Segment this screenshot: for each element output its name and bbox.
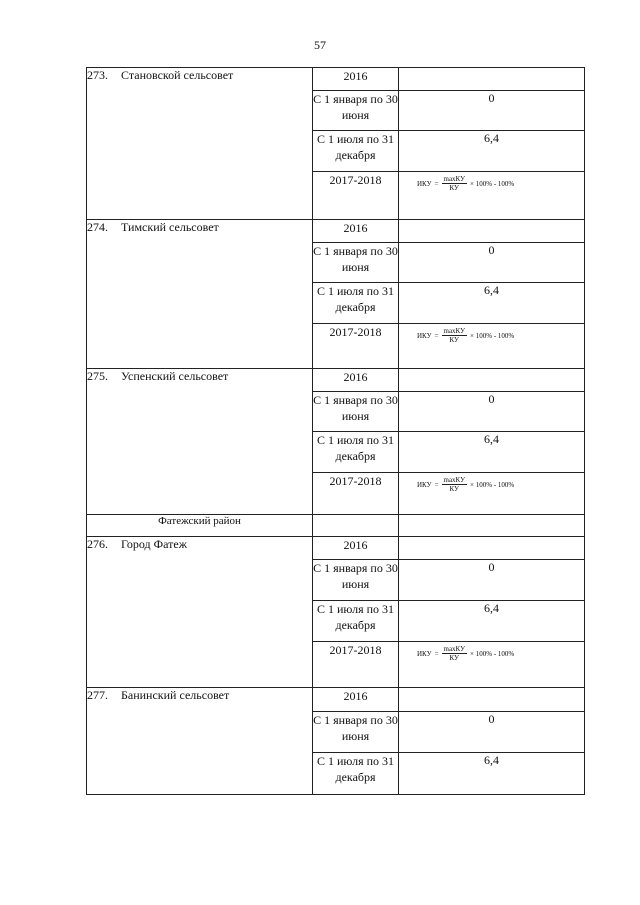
settlement-cell bbox=[87, 537, 313, 688]
value-cell: 0 bbox=[399, 243, 585, 283]
period-cell: С 1 января по 30 июня bbox=[313, 91, 399, 131]
formula-denominator: КУ bbox=[449, 336, 460, 344]
settlement-name: Успенский сельсовет bbox=[121, 369, 229, 383]
period-cell: С 1 июля по 31 декабря bbox=[313, 601, 399, 642]
period-cell: 2016 bbox=[313, 688, 399, 712]
table-row bbox=[87, 220, 585, 243]
value-cell bbox=[399, 369, 585, 392]
value-cell bbox=[399, 688, 585, 712]
formula-numerator: maxКУ bbox=[443, 327, 466, 335]
value-cell: 6,4 bbox=[399, 131, 585, 172]
value-cell bbox=[399, 68, 585, 91]
formula-cell bbox=[399, 473, 585, 515]
period-cell: С 1 января по 30 июня bbox=[313, 712, 399, 753]
value-cell bbox=[399, 220, 585, 243]
formula-lhs: ИКУ bbox=[417, 480, 432, 489]
formula-denominator: КУ bbox=[449, 184, 460, 192]
settlement-name: Становской сельсовет bbox=[121, 68, 234, 82]
settlement-name: Тимский сельсовет bbox=[121, 220, 219, 234]
table-row bbox=[87, 369, 585, 392]
entry-number: 274. bbox=[87, 220, 108, 234]
formula-eq: = bbox=[434, 480, 439, 489]
formula-fraction bbox=[442, 175, 468, 192]
value-cell bbox=[399, 537, 585, 560]
period-cell: С 1 января по 30 июня bbox=[313, 243, 399, 283]
table-row bbox=[87, 515, 585, 537]
period-cell: 2017-2018 bbox=[313, 324, 399, 369]
period-cell: С 1 июля по 31 декабря bbox=[313, 283, 399, 324]
value-cell: 0 bbox=[399, 91, 585, 131]
period-cell: С 1 июля по 31 декабря bbox=[313, 753, 399, 795]
formula-fraction bbox=[442, 476, 468, 493]
formula-cell bbox=[399, 324, 585, 369]
value-cell: 6,4 bbox=[399, 601, 585, 642]
value-cell: 6,4 bbox=[399, 432, 585, 473]
settlement-name: Банинский сельсовет bbox=[121, 688, 230, 702]
formula-numerator: maxКУ bbox=[443, 476, 466, 484]
formula-numerator: maxКУ bbox=[443, 645, 466, 653]
formula bbox=[399, 324, 584, 344]
formula-eq: = bbox=[434, 179, 439, 188]
empty-cell bbox=[313, 515, 399, 537]
settlement-cell bbox=[87, 688, 313, 795]
settlement-name: Город Фатеж bbox=[121, 537, 187, 551]
period-cell: С 1 января по 30 июня bbox=[313, 392, 399, 432]
formula-tail: × 100% - 100% bbox=[470, 649, 515, 658]
entry-number: 273. bbox=[87, 68, 108, 82]
entry-number: 275. bbox=[87, 369, 108, 383]
period-cell: С 1 июля по 31 декабря bbox=[313, 432, 399, 473]
period-cell: 2016 bbox=[313, 537, 399, 560]
period-cell: 2017-2018 bbox=[313, 172, 399, 220]
formula-cell bbox=[399, 172, 585, 220]
empty-cell bbox=[399, 515, 585, 537]
value-cell: 0 bbox=[399, 392, 585, 432]
entry-number: 277. bbox=[87, 688, 108, 702]
formula bbox=[399, 473, 584, 493]
tariff-table bbox=[86, 67, 585, 795]
period-cell: 2016 bbox=[313, 68, 399, 91]
table-row bbox=[87, 688, 585, 712]
value-cell: 0 bbox=[399, 560, 585, 601]
formula-fraction bbox=[442, 645, 468, 662]
formula-lhs: ИКУ bbox=[417, 179, 432, 188]
formula-lhs: ИКУ bbox=[417, 649, 432, 658]
period-cell: 2017-2018 bbox=[313, 473, 399, 515]
formula-eq: = bbox=[434, 649, 439, 658]
formula-tail: × 100% - 100% bbox=[470, 480, 515, 489]
formula-lhs: ИКУ bbox=[417, 331, 432, 340]
period-cell: 2017-2018 bbox=[313, 642, 399, 688]
entry-number: 276. bbox=[87, 537, 108, 551]
page-number: 57 bbox=[314, 38, 326, 52]
settlement-cell bbox=[87, 68, 313, 220]
district-label: Фатежский район bbox=[87, 515, 313, 537]
formula-tail: × 100% - 100% bbox=[470, 331, 515, 340]
period-cell: 2016 bbox=[313, 220, 399, 243]
formula-cell bbox=[399, 642, 585, 688]
period-cell: С 1 июля по 31 декабря bbox=[313, 131, 399, 172]
formula bbox=[399, 642, 584, 662]
formula-denominator: КУ bbox=[449, 485, 460, 493]
value-cell: 0 bbox=[399, 712, 585, 753]
settlement-cell bbox=[87, 220, 313, 369]
formula-fraction bbox=[442, 327, 468, 344]
period-cell: С 1 января по 30 июня bbox=[313, 560, 399, 601]
formula-tail: × 100% - 100% bbox=[470, 179, 515, 188]
period-cell: 2016 bbox=[313, 369, 399, 392]
settlement-cell bbox=[87, 369, 313, 515]
formula-eq: = bbox=[434, 331, 439, 340]
table-row bbox=[87, 537, 585, 560]
value-cell: 6,4 bbox=[399, 753, 585, 795]
formula-numerator: maxКУ bbox=[443, 175, 466, 183]
value-cell: 6,4 bbox=[399, 283, 585, 324]
formula-denominator: КУ bbox=[449, 654, 460, 662]
table-row bbox=[87, 68, 585, 91]
formula bbox=[399, 172, 584, 192]
